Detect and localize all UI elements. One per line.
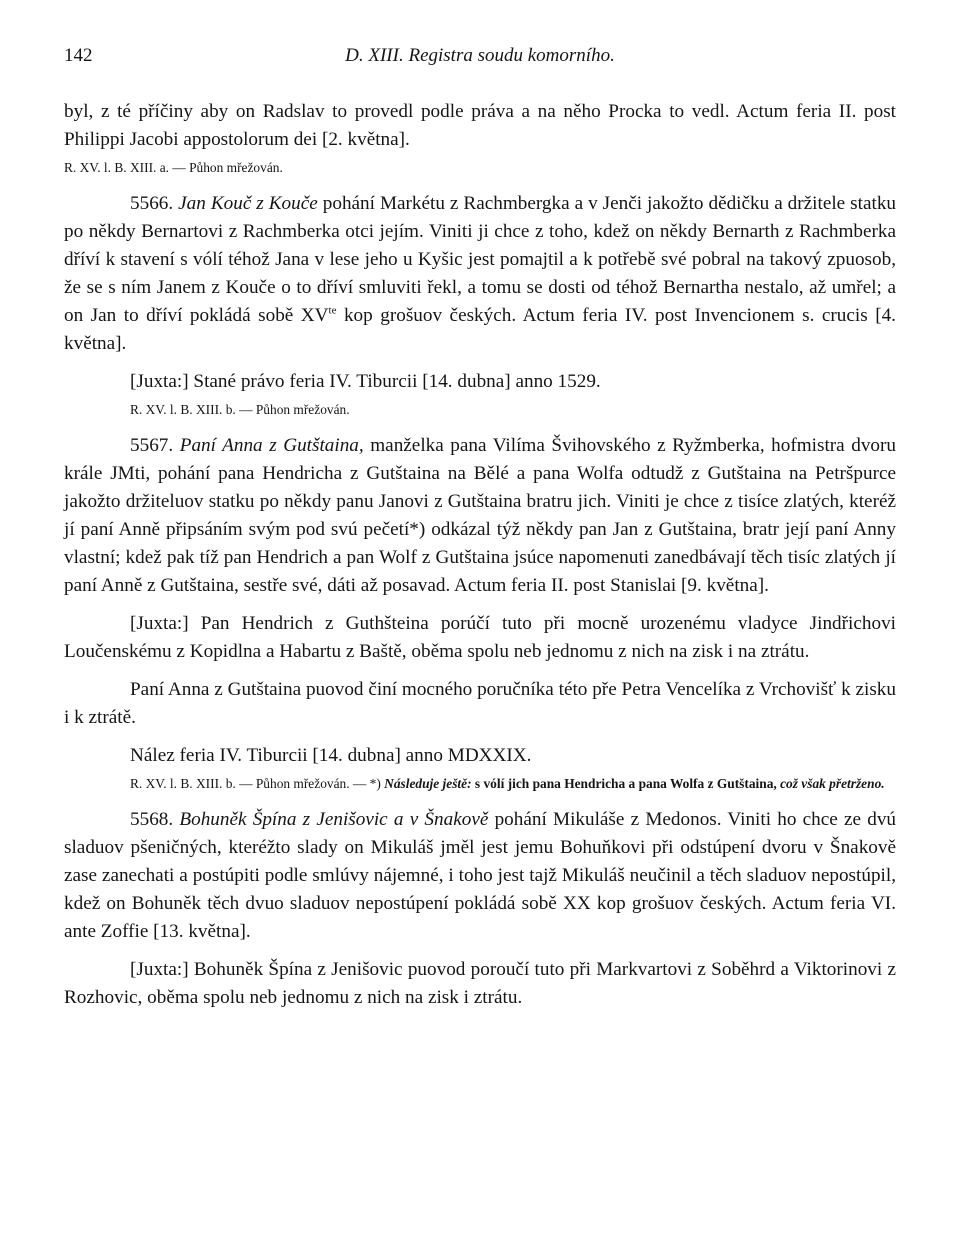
- entry-5568: [64, 806, 896, 946]
- note-part: R. XV. l. B. XIII. b. — Půhon mřežován. — *): [130, 776, 385, 791]
- entry-5567-juxta-2: Paní Anna z Gutštaina puovod činí mocného poručníka této pře Petra Vencelíka z Vrchovišť k zisku i k ztrátě.: [64, 679, 896, 728]
- entry-5567: [64, 432, 896, 600]
- entry-text: manželka pana Vilíma Švihovského z Ryžmberka, hofmistra dvoru krále JMti, pohání pana Hendricha z Gutštaina na Bělé a pana Wolfa odtudž z Gutštaina na Petršpurce jakožto držiteluov statku po někdy panu Janovi z Gutštaina bratru jich. Viniti je chce z tisíce zlatých, kteréž jí paní Anně připsáním svým pod svú pečetí*) odkázal týž někdy pan Jan z Gutštaina, bratr její paní Anny vlastní; kdež pak tíž pan Hendrich a pan Wolf z Gutštaina jsúce napomenuti zanedbávají těch tisíc zlatých jí paní Anně z Gutštaina, sestře své, dáti až posavad. Actum feria II. post Stanislai [9. května].: [64, 435, 896, 596]
- entry-5567-juxta: [Juxta:] Pan Hendrich z Guthšteina porúčí tuto při mocně urozenému vladyce Jindřichovi Loučenskému z Kopidlna a Habartu z Baště, oběma spolu neb jednomu z nich na zisk i na ztrátu.: [64, 613, 896, 662]
- entry-name: Jan Kouč z Kouče: [178, 193, 318, 214]
- page-content: [64, 98, 896, 1012]
- entry-5568-juxta: [Juxta:] Bohuněk Špína z Jenišovic puovod poroučí tuto při Markvartovi z Soběhrd a Viktorinovi z Rozhovic, oběma spolu neb jednomu z nich na zisk i ztrátu.: [64, 959, 896, 1008]
- superscript: te: [328, 304, 337, 317]
- entry-number: 5568.: [130, 809, 174, 830]
- note-part-bold: s vólí jich pana Hendricha a pana Wolfa z Gutštaina,: [471, 776, 781, 791]
- entry-name: Bohuněk Špína z Jenišovic a v Šnakově: [179, 809, 489, 830]
- entry-5567-nalez: Nález feria IV. Tiburcii [14. dubna] anno MDXXIX.: [130, 745, 532, 766]
- entry-5567-note: [64, 774, 896, 794]
- entry-5566-note: R. XV. l. B. XIII. b. — Půhon mřežován.: [130, 402, 350, 417]
- note-part-italic: což však přetrženo.: [780, 776, 885, 791]
- entry-text: pohání Markétu z Rachmbergka a v Jenči jakožto dědičku a držitele statku po někdy Bernartovi z Rachmberka otci jejím. Viniti ji chce z toho, kdež on někdy Bernarth z Rachmberka dříví k stavení s vólí téhož Jana v lese jeho u Kyšic jest pomajtil a k potřebě své pobral na takový zpuosob, že se s ním Janem z Kouče o to dříví smluviti řekl, a tomu se dosti od téhož Bernartha nestalo, až umřel; a on Jan to dříví pokládá sobě XV: [64, 193, 897, 326]
- entry-5566-juxta: [Juxta:] Stané právo feria IV. Tiburcii [14. dubna] anno 1529.: [130, 371, 601, 392]
- intro-paragraph: byl, z té příčiny aby on Radslav to provedl podle práva a na něho Procka to vedl. Actum feria II. post Philippi Jacobi appostolorum dei [2. května].: [64, 101, 896, 150]
- document-page: [64, 36, 896, 1012]
- page-header: [64, 36, 896, 76]
- entry-number: 5567.: [130, 435, 174, 456]
- running-title: D. XIII. Registra soudu komorního.: [345, 45, 615, 66]
- entry-text: pohání Mikuláše z Medonos. Viniti ho chce ze dvú sladuov pšeničných, kteréžto slady on Mikuláš jměl jest jemu Bohuňkovi při odstúpení dvoru v Šnakově zase zanechati a postúpiti podle smlúvy nájemné, i toho jest tajž Mikuláš neučinil a těch sladuov nepostúpil, kdež on Bohuněk těch dvuo sladuov nepostúpení pokládá sobě XX kop grošuov českých. Actum feria VI. ante Zoffie [13. května].: [64, 809, 897, 942]
- intro-note: R. XV. l. B. XIII. a. — Půhon mřežován.: [64, 160, 283, 175]
- entry-text-end: kop grošuov českých. Actum feria IV. post Invencionem s. crucis [4. května].: [64, 305, 896, 354]
- note-part-italic: Následuje ještě:: [384, 776, 472, 791]
- entry-name: Paní Anna z Gutštaina,: [179, 435, 364, 456]
- entry-5566: [64, 190, 896, 358]
- page-number: 142: [64, 45, 93, 66]
- entry-number: 5566.: [130, 193, 174, 214]
